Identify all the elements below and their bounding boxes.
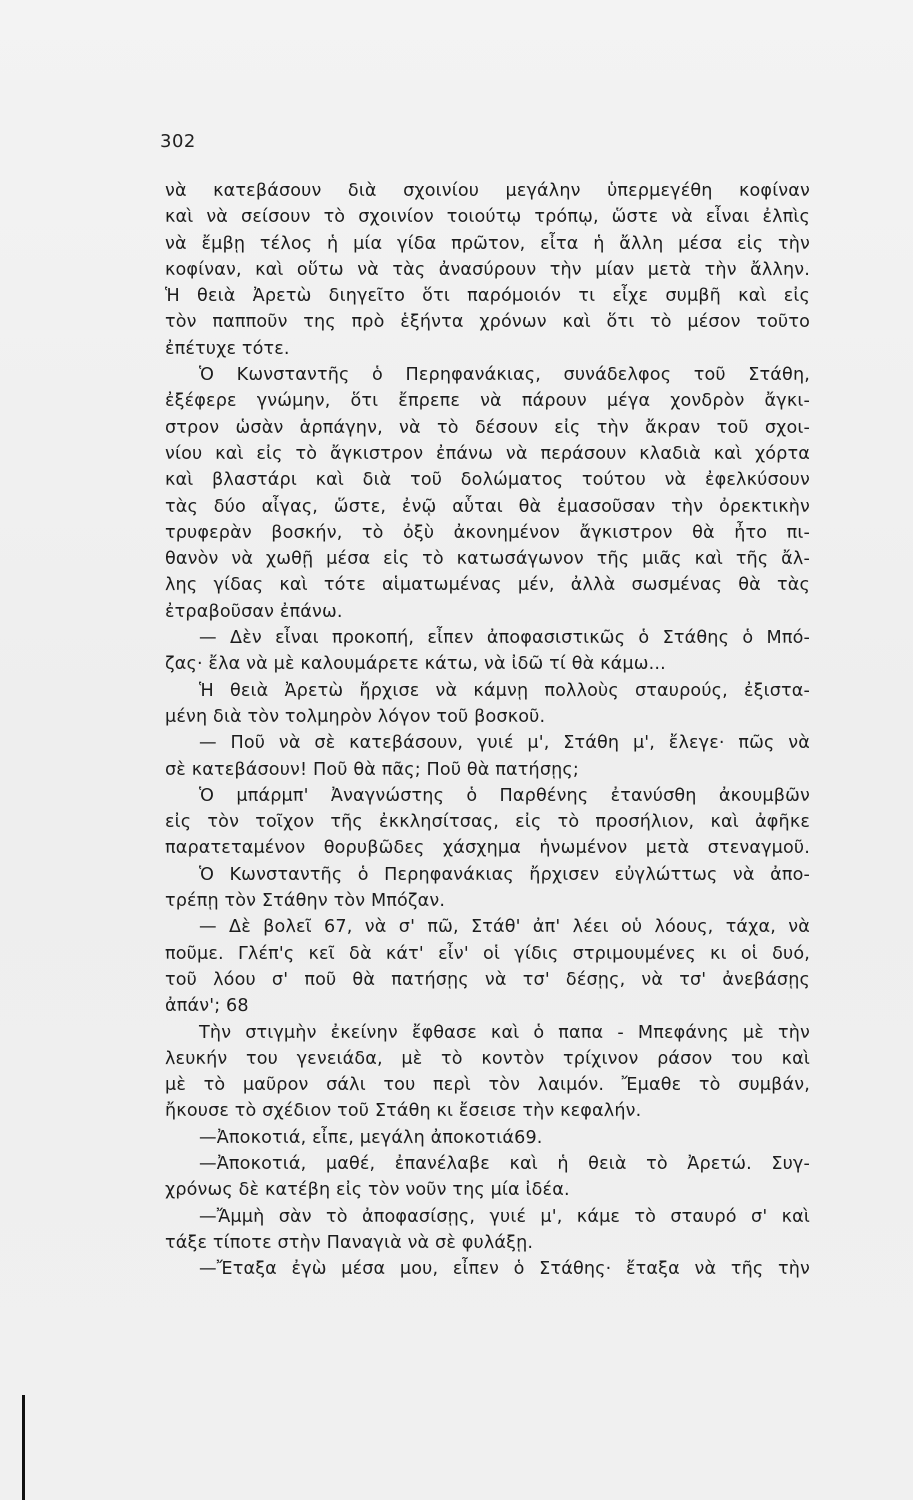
text-line: ζας· ἔλα νὰ μὲ καλουμάρετε κάτω, νὰ ἰδῶ τί θὰ κάμω...	[165, 654, 666, 675]
text-line: θανὸν νὰ χωθῇ μέσα εἰς τὸ κατωσάγωνον τῆς μιᾶς καὶ τῆς ἄλ-	[165, 549, 810, 570]
text-line: τάξε τίποτε στὴν Παναγιὰ νὰ σὲ φυλάξῃ.	[165, 1232, 534, 1253]
text-line: λευκήν του γενειάδα, μὲ τὸ κοντὸν τρίχινον ράσον του καὶ	[165, 1048, 810, 1069]
text-line: —Ἀποκοτιά, εἶπε, μεγάλη ἀποκοτιά69.	[199, 1127, 543, 1148]
text-line: ἐτραβοῦσαν ἐπάνω.	[165, 601, 343, 622]
text-line: τρέπῃ τὸν Στάθην τὸν Μπόζαν.	[165, 891, 446, 912]
text-line: ἤκουσε τὸ σχέδιον τοῦ Στάθη κι ἔσεισε τὴν κεφαλήν.	[165, 1101, 642, 1122]
text-line: χρόνως δὲ κατέβη εἰς τὸν νοῦν της μία ἰδέα.	[165, 1180, 570, 1201]
text-line: τρυφερὰν βοσκήν, τὸ ὀξὺ ἀκονημένον ἄγκιστρον θὰ ἦτο πι-	[165, 522, 810, 543]
text-line: νίου καὶ εἰς τὸ ἄγκιστρον ἐπάνω νὰ περάσουν κλαδιὰ καὶ χόρτα	[165, 443, 810, 464]
text-line: μένη διὰ τὸν τολμηρὸν λόγον τοῦ βοσκοῦ.	[165, 706, 546, 727]
text-line: ἐξέφερε γνώμην, ὅτι ἔπρεπε νὰ πάρουν μέγα χονδρὸν ἄγκι-	[165, 391, 810, 412]
text-line: νὰ κατεβάσουν διὰ σχοινίου μεγάλην ὑπερμεγέθη κοφίναν	[165, 181, 810, 201]
text-line: στρον ὡσὰν ἁρπάγην, νὰ τὸ δέσουν εἰς τὴν ἄκραν τοῦ σχοι-	[165, 417, 810, 438]
text-line: ποῦμε. Γλέπ'ς κεῖ δὰ κάτ' εἶν' οἱ γίδις στριμουμένες κι οἱ δυό,	[165, 943, 810, 964]
text-line: καὶ βλαστάρι καὶ διὰ τοῦ δολώματος τούτου νὰ ἐφελκύσουν	[165, 470, 810, 491]
body-text	[165, 178, 810, 1282]
text-line: Ὁ μπάρμπ' Ἀναγνώστης ὁ Παρθένης ἐτανύσθη ἀκουμβῶν	[199, 785, 810, 806]
text-line: — Ποῦ νὰ σὲ κατεβάσουν, γυιέ μ', Στάθη μ', ἔλεγε· πῶς νὰ	[199, 733, 810, 754]
text-line: τὰς δύο αἶγας, ὥστε, ἐνῷ αὗται θὰ ἐμασοῦσαν τὴν ὀρεκτικὴν	[165, 496, 810, 517]
text-line: Ὁ Κωνσταντῆς ὁ Περηφανάκιας ἤρχισεν εὐγλώττως νὰ ἀπο-	[199, 864, 810, 885]
text-line: —Ἀποκοτιά, μαθέ, ἐπανέλαβε καὶ ἡ θειὰ τὸ Ἀρετώ. Συγ-	[199, 1153, 810, 1174]
text-line: ἀπάν'; 68	[165, 996, 249, 1017]
scan-margin-line	[22, 1395, 25, 1500]
text-line: τὸν παπποῦν της πρὸ ἑξήντα χρόνων καὶ ὅτι τὸ μέσον τοῦτο	[165, 312, 810, 333]
text-line: καὶ νὰ σείσουν τὸ σχοινίον τοιούτῳ τρόπῳ, ὥστε νὰ εἶναι ἐλπὶς	[165, 207, 810, 228]
text-line: — Δὲ βολεῖ 67, νὰ σ' πῶ, Στάθ' ἀπ' λέει οὑ λόους, τάχα, νὰ	[199, 917, 810, 938]
text-line: παρατεταμένον θορυβῶδες χάσχημα ἡνωμένον μετὰ στεναγμοῦ.	[165, 838, 810, 859]
page-number: 302	[160, 131, 196, 152]
text-line: — Δὲν εἶναι προκοπή, εἶπεν ἀποφασιστικῶς ὁ Στάθης ὁ Μπό-	[199, 628, 810, 649]
text-line: —Ἔταξα ἐγὼ μέσα μου, εἶπεν ὁ Στάθης· ἔταξα νὰ τῆς τὴν	[199, 1259, 810, 1280]
text-line: Ἡ θειὰ Ἀρετὼ ἤρχισε νὰ κάμνῃ πολλοὺς σταυρούς, ἐξιστα-	[199, 680, 810, 701]
text-line: Ὁ Κωνσταντῆς ὁ Περηφανάκιας, συνάδελφος τοῦ Στάθη,	[199, 365, 810, 386]
text-line: νὰ ἔμβῃ τέλος ἡ μία γίδα πρῶτον, εἶτα ἡ ἄλλη μέσα εἰς τὴν	[165, 233, 810, 254]
text-line: λης γίδας καὶ τότε αἱματωμένας μέν, ἀλλὰ σωσμένας θὰ τὰς	[165, 575, 810, 596]
text-line: Τὴν στιγμὴν ἐκείνην ἔφθασε καὶ ὁ παπα - Μπεφάνης μὲ τὴν	[199, 1022, 810, 1043]
text-line: Ἡ θειὰ Ἀρετὼ διηγεῖτο ὅτι παρόμοιόν τι εἶχε συμβῆ καὶ εἰς	[165, 286, 810, 307]
text-line: εἰς τὸν τοῖχον τῆς ἐκκλησίτσας, εἰς τὸ προσήλιον, καὶ ἀφῆκε	[165, 812, 810, 833]
text-line: ἐπέτυχε τότε.	[165, 338, 290, 359]
text-line: —Ἄμμὴ σὰν τὸ ἀποφασίσῃς, γυιέ μ', κάμε τὸ σταυρό σ' καὶ	[199, 1206, 810, 1227]
text-line: μὲ τὸ μαῦρον σάλι του περὶ τὸν λαιμόν. Ἔμαθε τὸ συμβάν,	[165, 1075, 810, 1096]
text-line: σὲ κατεβάσουν! Ποῦ θὰ πᾶς; Ποῦ θὰ πατήσῃς;	[165, 759, 579, 780]
text-line: τοῦ λόου σ' ποῦ θὰ πατήσῃς νὰ τσ' δέσῃς, νὰ τσ' ἀνεβάσῃς	[165, 969, 810, 990]
text-line: κοφίναν, καὶ οὕτω νὰ τὰς ἀνασύρουν τὴν μίαν μετὰ τὴν ἄλλην.	[165, 259, 810, 280]
